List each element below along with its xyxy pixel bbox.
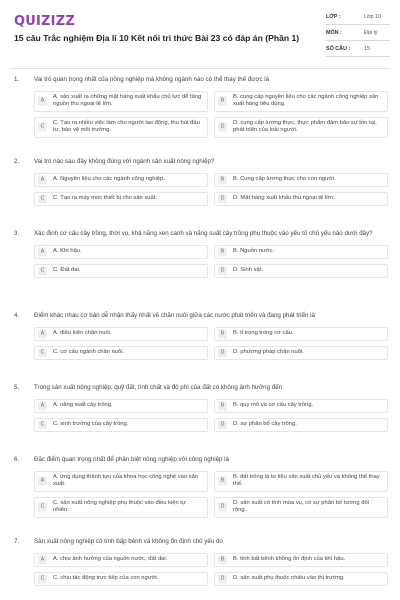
option-text: B. cung cấp nguyên liệu cho các ngành công nghiệp sản xuất hàng tiêu dùng. [233, 94, 379, 107]
option-text: D. sản xuất phụ thuộc nhiều vào thị trường. [233, 575, 345, 581]
question-5 [14, 384, 386, 432]
option-text: C. chịu tác động trực tiếp của con người. [53, 575, 159, 581]
option-letter-badge: D [218, 194, 227, 203]
question-3 [14, 230, 386, 278]
question-number: 2. [14, 158, 20, 165]
option-text: A. chịu ảnh hưởng của nguồn nước, đất đai. [53, 556, 168, 562]
question-text: Đặc điểm quan trọng nhất để phân biệt nông nghiệp với công nghiệp là [34, 456, 229, 463]
answer-option-a[interactable] [34, 399, 208, 413]
meta-row-grade [326, 12, 390, 25]
question-7 [14, 538, 386, 586]
question-text: Vai trò nào sau đây không đúng với ngành sản xuất nông nghiệp? [34, 158, 215, 165]
answer-option-b[interactable] [214, 553, 388, 567]
option-letter-badge: D [218, 348, 227, 357]
option-letter-badge: C [38, 123, 47, 132]
answer-option-c[interactable] [34, 192, 208, 206]
option-letter-badge: A [38, 175, 47, 184]
question-number: 3. [14, 230, 20, 237]
option-text: A. ứng dụng thành tựu của khoa học công nghệ vào sản xuất. [53, 474, 199, 487]
option-letter-badge: C [38, 266, 47, 275]
option-text: A. Khí hậu. [53, 248, 82, 254]
answer-option-a[interactable] [34, 91, 208, 112]
option-letter-badge: B [218, 401, 227, 410]
option-letter-badge: B [218, 555, 227, 564]
quizizz-logo: QUIZIZZ [14, 14, 75, 29]
answer-option-d[interactable] [214, 572, 388, 586]
meta-row-subject [326, 28, 390, 41]
answer-option-d[interactable] [214, 418, 388, 432]
question-1 [14, 76, 386, 138]
option-text: D. Sinh vật. [233, 267, 263, 273]
option-letter-badge: A [38, 477, 47, 486]
option-text: D. sản xuất có tính mùa vụ, có sự phân bố tương đối rộng. [233, 500, 369, 513]
answer-option-a[interactable] [34, 245, 208, 259]
answer-option-c[interactable] [34, 117, 208, 138]
option-letter-badge: A [38, 401, 47, 410]
meta-value: Địa lý [364, 30, 378, 36]
option-text: C. sinh trưởng của cây trồng. [53, 421, 129, 427]
question-number: 7. [14, 538, 20, 545]
option-letter-badge: C [38, 503, 47, 512]
question-4 [14, 312, 386, 360]
option-text: B. đất trồng là tư liệu sản xuất chủ yếu và không thể thay thế. [233, 474, 380, 487]
answer-option-a[interactable] [34, 471, 208, 492]
option-text: D. sự phân bố cây trồng. [233, 421, 297, 427]
option-text: D. phương pháp chăn nuôi. [233, 349, 304, 355]
option-letter-badge: C [38, 194, 47, 203]
answer-options [34, 91, 386, 138]
option-letter-badge: D [218, 420, 227, 429]
answer-option-b[interactable] [214, 471, 388, 492]
option-letter-badge: B [218, 329, 227, 338]
option-text: C. Tạo ra máy móc thiết bị cho sản xuất. [53, 195, 157, 201]
question-number: 1. [14, 76, 20, 83]
answer-option-c[interactable] [34, 418, 208, 432]
option-text: B. quy mô và cơ cấu cây trồng. [233, 402, 314, 408]
option-letter-badge: B [218, 175, 227, 184]
question-2 [14, 158, 386, 206]
meta-row-count [326, 44, 390, 57]
option-text: A. sản xuất ra những mặt hàng xuất khẩu chủ lực để tăng nguồn thu ngoại tệ lớn. [53, 94, 202, 107]
answer-option-c[interactable] [34, 346, 208, 360]
question-text: Sản xuất nông nghiệp có tính bấp bênh và không ổn định chủ yếu do [34, 538, 223, 545]
question-6 [14, 456, 386, 518]
meta-key: SỐ CÂU : [326, 46, 351, 52]
option-letter-badge: B [218, 97, 227, 106]
answer-option-c[interactable] [34, 497, 208, 518]
question-text: Trong sản xuất nông nghiệp, quỹ đất, tính chất và độ phì của đất có không ảnh hưởng đến [34, 384, 283, 391]
answer-option-b[interactable] [214, 91, 388, 112]
meta-value: Lớp 10 [364, 14, 382, 20]
answer-options [34, 399, 386, 432]
question-text: Xác định cơ cấu cây trồng, thời vụ, khả năng xen canh và năng suất cây trồng phụ thuộc vào yếu tố chủ yếu nào dưới đây? [34, 230, 373, 237]
worksheet-title: 15 câu Trắc nghiệm Địa lí 10 Kết nối tri thức Bài 23 có đáp án (Phần 1) [14, 33, 300, 43]
meta-key: MÔN : [326, 30, 342, 36]
option-letter-badge: C [38, 420, 47, 429]
option-text: D. cung cấp lương thực, thực phẩm đảm bảo sự tồn tại, phát triển của loài người. [233, 120, 377, 133]
answer-option-c[interactable] [34, 264, 208, 278]
option-text: C. Đất đai. [53, 267, 81, 273]
answer-option-b[interactable] [214, 173, 388, 187]
answer-options [34, 173, 386, 206]
header-divider [10, 68, 390, 69]
answer-options [34, 553, 386, 586]
option-letter-badge: D [218, 266, 227, 275]
answer-option-b[interactable] [214, 245, 388, 259]
option-text: B. Nguồn nước. [233, 248, 275, 254]
option-text: D. Mặt hàng xuất khẩu thu ngoại tệ lớn. [233, 195, 335, 201]
option-text: C. cơ cấu ngành chăn nuôi. [53, 349, 125, 355]
option-letter-badge: D [218, 574, 227, 583]
meta-value: 15 [364, 46, 370, 52]
worksheet-header [0, 0, 400, 62]
option-letter-badge: A [38, 247, 47, 256]
answer-options [34, 245, 386, 278]
option-text: A. Nguyên liệu cho các ngành công nghiệp. [53, 176, 165, 182]
option-letter-badge: C [38, 348, 47, 357]
answer-option-c[interactable] [34, 572, 208, 586]
question-number: 5. [14, 384, 20, 391]
option-letter-badge: C [38, 574, 47, 583]
worksheet-meta [326, 12, 390, 60]
option-text: C. sản xuất nông nghiệp phụ thuộc vào điều kiện tự nhiên. [53, 500, 186, 513]
option-letter-badge: D [218, 123, 227, 132]
option-letter-badge: D [218, 503, 227, 512]
meta-key: LỚP : [326, 14, 341, 20]
answer-options [34, 327, 386, 360]
option-text: B. tỉ trọng trong cơ cấu. [233, 330, 294, 336]
question-text: Vai trò quan trọng nhất của nông nghiệp mà không ngành nào có thể thay thế được là [34, 76, 270, 83]
option-text: B. Cung cấp lương thực cho con người. [233, 176, 336, 182]
option-letter-badge: A [38, 329, 47, 338]
option-letter-badge: A [38, 555, 47, 564]
option-letter-badge: A [38, 97, 47, 106]
answer-option-d[interactable] [214, 192, 388, 206]
question-text: Điểm khác nhau cơ bản dễ nhận thấy nhất về chăn nuôi giữa các nước phát triển và đang phát triển là [34, 312, 315, 319]
question-number: 4. [14, 312, 20, 319]
answer-option-b[interactable] [214, 399, 388, 413]
answer-options [34, 471, 386, 518]
answer-option-a[interactable] [34, 553, 208, 567]
answer-option-d[interactable] [214, 117, 388, 138]
option-text: C. Tạo ra nhiều việc làm cho người lao động, thu hút đầu tư, bảo vệ môi trường. [53, 120, 200, 133]
answer-option-b[interactable] [214, 327, 388, 341]
option-text: B. tính bất bênh không ổn định của khí hậu. [233, 556, 346, 562]
answer-option-a[interactable] [34, 173, 208, 187]
answer-option-a[interactable] [34, 327, 208, 341]
question-number: 6. [14, 456, 20, 463]
answer-option-d[interactable] [214, 264, 388, 278]
answer-option-d[interactable] [214, 346, 388, 360]
option-letter-badge: B [218, 247, 227, 256]
option-text: A. năng suất cây trồng. [53, 402, 113, 408]
option-letter-badge: B [218, 477, 227, 486]
option-text: A. điều kiện chăn nuôi. [53, 330, 112, 336]
answer-option-d[interactable] [214, 497, 388, 518]
